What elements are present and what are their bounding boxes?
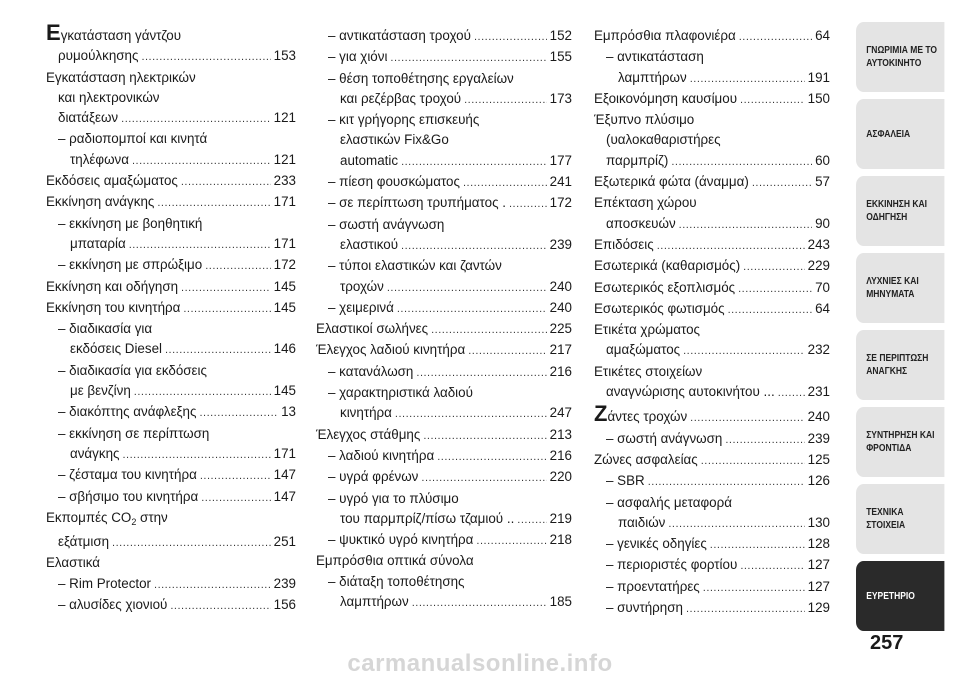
- dot-leader: [165, 340, 271, 360]
- index-page-ref: 145: [273, 299, 296, 315]
- index-entry-text: – αντικατάσταση τροχού: [328, 28, 471, 43]
- index-entry: [594, 256, 830, 277]
- index-subentry: [594, 598, 830, 619]
- section-tab[interactable]: ΣΕ ΠΕΡΙΠΤΩΣΗ ΑΝΑΓΚΗΣ: [856, 330, 944, 400]
- dot-leader: [401, 236, 547, 256]
- index-entry-text: ελαστικών Fix&Go: [340, 132, 449, 148]
- dot-leader: [739, 27, 812, 47]
- index-entry-text: Επιδόσεις: [594, 236, 654, 252]
- index-page-ref: 171: [273, 194, 296, 210]
- dot-leader: [743, 257, 804, 277]
- index-entry: [594, 362, 830, 404]
- index-entry-text: παιδιών: [618, 514, 666, 530]
- index-page-ref: 231: [807, 384, 830, 400]
- dot-leader: [134, 382, 271, 402]
- section-tab[interactable]: ΛΥΧΝΙΕΣ ΚΑΙ ΜΗΝΥΜΑΤΑ: [856, 253, 944, 323]
- dot-leader: [397, 299, 547, 319]
- dot-leader: [183, 299, 270, 319]
- index-entry-text: Ελαστικά: [46, 555, 100, 571]
- index-subentry: [594, 577, 830, 598]
- index-page-ref: 251: [273, 534, 296, 550]
- index-page-ref: 247: [549, 405, 572, 421]
- index-entry-text: – διαδικασία για εκδόσεις: [58, 362, 207, 378]
- index-entry-text: Εγκατάσταση γάντζου: [46, 20, 182, 45]
- index-entry-text: Εγκατάσταση ηλεκτρικών: [46, 69, 196, 85]
- index-entry-text: – αλυσίδες χιονιού: [58, 597, 168, 613]
- index-entry-text: Εκπομπές $CO_2$ στην: [46, 509, 168, 527]
- dot-leader: [668, 514, 804, 534]
- dot-leader: [129, 235, 271, 255]
- index-subentry: [46, 319, 296, 361]
- index-entry-text: παρμπρίζ): [606, 152, 669, 168]
- dot-leader: [468, 341, 546, 361]
- index-subentry: [316, 69, 572, 111]
- dot-leader: [390, 48, 546, 68]
- dot-leader: [474, 27, 547, 47]
- index-entry-text: Εξωτερικά φώτα (άναμμα): [594, 174, 749, 190]
- drop-cap-letter: Ζ: [594, 401, 608, 427]
- index-entry-text: – σβήσιμο του κινητήρα: [58, 488, 199, 504]
- index-page-ref: 172: [549, 195, 572, 211]
- dot-leader: [778, 383, 805, 403]
- dot-leader: [690, 408, 805, 428]
- index-subentry: [316, 298, 572, 319]
- index-entry-text: του παρμπρίζ/πίσω τζαμιού ..: [340, 510, 515, 526]
- dot-leader: [464, 90, 547, 110]
- index-page-ref: 155: [549, 49, 572, 65]
- index-page-ref: 153: [273, 48, 296, 64]
- section-tab[interactable]: ΑΣΦΑΛΕΙΑ: [856, 99, 944, 169]
- index-entry: [46, 192, 296, 213]
- index-page-ref: 213: [549, 426, 572, 442]
- dot-leader: [509, 194, 547, 214]
- section-tab[interactable]: ΓΝΩΡΙΜΙΑ ΜΕ ΤΟ ΑΥΤΟΚΙΝΗΤΟ: [856, 22, 944, 92]
- index-entry-text: – ραδιοπομποί και κινητά: [58, 131, 208, 147]
- dot-leader: [671, 152, 812, 172]
- index-entry: [46, 508, 296, 554]
- index-page-ref: 191: [807, 69, 830, 85]
- index-subentry: [46, 214, 296, 256]
- index-entry-text: Εσωτερικός φωτισμός: [594, 300, 725, 316]
- index-subentry: [316, 47, 572, 68]
- watermark: carmanualsonline.info: [347, 650, 613, 677]
- dot-leader: [728, 300, 813, 320]
- index-entry-text: Έλεγχος λαδιού κινητήρα: [316, 342, 466, 358]
- index-page-ref: 127: [807, 578, 830, 594]
- index-subentry: [46, 402, 296, 423]
- dot-leader: [683, 341, 805, 361]
- index-entry-text: – λαδιού κινητήρα: [328, 447, 435, 463]
- index-subentry: [46, 595, 296, 616]
- index-entry-text: – θέση τοποθέτησης εργαλείων: [328, 70, 514, 86]
- dot-leader: [132, 151, 271, 171]
- index-page-ref: 229: [807, 258, 830, 274]
- index-subentry: [594, 47, 830, 89]
- dot-leader: [423, 426, 546, 446]
- index-entry-text: – σωστή ανάγνωση: [606, 430, 723, 446]
- index-subentry: [594, 534, 830, 555]
- dot-leader: [141, 47, 270, 67]
- index-entry-text: – για χιόνι: [328, 49, 388, 65]
- index-entry: [594, 450, 830, 471]
- index-page-ref: 70: [815, 279, 830, 295]
- index-page-ref: 225: [549, 321, 572, 337]
- index-entry: [46, 553, 296, 573]
- section-tabs: [856, 22, 960, 638]
- index-page-ref: 127: [807, 557, 830, 573]
- index-entry-text: τηλέφωνα: [70, 151, 129, 167]
- index-page-ref: 233: [273, 173, 296, 189]
- dot-leader: [121, 109, 271, 129]
- index-page-ref: 121: [273, 110, 296, 126]
- section-tab[interactable]: ΤΕΧΝΙΚΑ ΣΤΟΙΧΕΙΑ: [856, 484, 944, 554]
- dot-leader: [395, 404, 547, 424]
- index-entry-text: – διαδικασία για: [58, 321, 153, 337]
- index-page-ref: 121: [273, 151, 296, 167]
- index-page-ref: 90: [815, 215, 830, 231]
- index-entry-text: με βενζίνη: [70, 383, 131, 399]
- index-subentry: [316, 256, 572, 298]
- dot-leader: [122, 445, 270, 465]
- index-entry-text: λαμπτήρων: [618, 69, 687, 85]
- index-entry-text: – σε περίπτωση τρυπήματος .: [328, 195, 506, 211]
- dot-leader: [170, 596, 270, 616]
- index-page-ref: 125: [807, 451, 830, 467]
- index-page-ref: 147: [273, 488, 296, 504]
- dot-leader: [431, 320, 547, 340]
- index-entry-text: εξάτμιση: [58, 534, 110, 550]
- index-entry-text: Εμπρόσθια πλαφονιέρα: [594, 28, 736, 43]
- index-page-ref: 216: [549, 363, 572, 379]
- index-entry: [594, 26, 830, 47]
- index-entry-text: – εκκίνηση σε περίπτωση: [58, 425, 210, 441]
- index-entry: [46, 298, 296, 319]
- dot-leader: [200, 466, 271, 486]
- index-entry-text: τροχών: [340, 278, 384, 294]
- index-page-ref: 146: [273, 341, 296, 357]
- dot-leader: [738, 279, 812, 299]
- index-subentry: [316, 489, 572, 531]
- index-page-ref: 241: [549, 174, 572, 190]
- dot-leader: [517, 510, 546, 530]
- dot-leader: [740, 556, 804, 576]
- dot-leader: [679, 215, 812, 235]
- index-entry-text: – κατανάλωση: [328, 363, 414, 379]
- index-subentry: [46, 129, 296, 171]
- index-entry-text: – ασφαλής μεταφορά: [606, 494, 732, 510]
- dot-leader: [421, 468, 546, 488]
- index-entry-text: κινητήρα: [340, 405, 392, 421]
- index-entry-text: Εκκίνηση και οδήγηση: [46, 278, 179, 294]
- index-entry-text: (υαλοκαθαριστήρες: [606, 132, 721, 148]
- dot-leader: [199, 403, 278, 423]
- index-entry-text: – διάταξη τοποθέτησης: [328, 573, 465, 589]
- index-entry-text: Εσωτερικά (καθαρισμός): [594, 258, 741, 274]
- index-entry-text: – γενικές οδηγίες: [606, 536, 707, 552]
- index-entry-text: εκδόσεις Diesel: [70, 341, 162, 357]
- index-page-ref: 177: [549, 152, 572, 168]
- index-entry-text: Ζώνες ασφαλείας: [594, 451, 698, 467]
- index-subentry: [46, 465, 296, 486]
- index-subentry: [316, 467, 572, 488]
- index-entry-text: – υγρό για το πλύσιμο: [328, 490, 459, 506]
- index-page-ref: 64: [815, 300, 830, 316]
- index-entry: [594, 299, 830, 320]
- dot-leader: [725, 430, 804, 450]
- section-tab[interactable]: ΕΚΚΙΝΗΣΗ ΚΑΙ ΟΔΗΓΗΣΗ: [856, 176, 944, 246]
- index-entry-text: – προεντατήρες: [606, 578, 700, 594]
- dot-leader: [740, 90, 805, 110]
- index-page-ref: 239: [807, 430, 830, 446]
- index-entry-text: ανάγκης: [70, 445, 120, 461]
- dot-leader: [112, 533, 271, 553]
- index-page-ref: 239: [549, 236, 572, 252]
- index-entry-text: – κιτ γρήγορης επισκευής: [328, 112, 480, 128]
- index-subentry: [316, 110, 572, 172]
- index-entry-text: Ετικέτα χρώματος: [594, 322, 700, 338]
- dot-leader: [181, 278, 271, 298]
- index-subentry: [316, 193, 572, 214]
- index-entry-text: – συντήρηση: [606, 600, 683, 616]
- dot-leader: [181, 172, 271, 192]
- index-page-ref: 171: [273, 235, 296, 251]
- index-subentry: [316, 446, 572, 467]
- index-entry-text: και ρεζέρβας τροχού: [340, 90, 462, 106]
- index-page-ref: 126: [807, 473, 830, 489]
- index-entry: [594, 89, 830, 110]
- index-subentry: [46, 255, 296, 276]
- index-page-ref: 129: [807, 600, 830, 616]
- index-page-ref: 173: [549, 90, 572, 106]
- index-subentry: [316, 572, 572, 614]
- index-column-2: [316, 26, 572, 613]
- dot-leader: [205, 256, 270, 276]
- index-subentry: [46, 574, 296, 595]
- index-entry-text: – τύποι ελαστικών και ζαντών: [328, 258, 502, 274]
- dot-leader: [710, 535, 805, 555]
- index-entry-text: Ελαστικοί σωλήνες: [316, 321, 429, 337]
- index-entry-text: Ετικέτες στοιχείων: [594, 363, 703, 379]
- index-entry: [594, 193, 830, 235]
- page-number: 257: [870, 632, 904, 654]
- index-entry: [46, 171, 296, 192]
- dot-leader: [657, 236, 805, 256]
- dot-leader: [752, 173, 812, 193]
- index-page-ref: 239: [273, 575, 296, 591]
- index-page-ref: 57: [815, 174, 830, 190]
- dot-leader: [401, 152, 547, 172]
- index-subentry: [46, 487, 296, 508]
- index-entry-text: ρυμούλκησης: [58, 48, 139, 64]
- index-entry-text: Εκδόσεις αμαξώματος: [46, 173, 178, 189]
- index-entry-text: Εσωτερικός εξοπλισμός: [594, 279, 736, 295]
- dot-leader: [416, 363, 546, 383]
- index-entry: [46, 277, 296, 298]
- index-entry: [594, 172, 830, 193]
- dot-leader: [690, 69, 805, 89]
- index-page-ref: 171: [273, 445, 296, 461]
- index-subentry: [594, 429, 830, 450]
- index-entry: [594, 320, 830, 362]
- index-entry-text: – πίεση φουσκώματος: [328, 174, 460, 190]
- index-subentry: [316, 172, 572, 193]
- index-entry-text: – χαρακτηριστικά λαδιού: [328, 385, 473, 401]
- dot-leader: [703, 578, 805, 598]
- index-subentry: [316, 26, 572, 47]
- index-page-ref: 60: [815, 152, 830, 168]
- index-entry-text: αμαξώματος: [606, 342, 681, 358]
- index-entry-text: αποσκευών: [606, 215, 676, 231]
- dot-leader: [701, 451, 805, 471]
- index-page-ref: 232: [807, 342, 830, 358]
- index-entry-text: – υγρά φρένων: [328, 469, 419, 485]
- index-page-ref: 240: [549, 299, 572, 315]
- dot-leader: [157, 193, 270, 213]
- index-page-ref: 243: [807, 236, 830, 252]
- dot-leader: [387, 278, 547, 298]
- index-page-ref: 240: [549, 278, 572, 294]
- dot-leader: [412, 593, 547, 613]
- index-page-ref: 64: [815, 28, 830, 43]
- index-subentry: [46, 361, 296, 403]
- index-subentry: [316, 530, 572, 551]
- index-entry-text: – εκκίνηση με βοηθητική: [58, 215, 203, 231]
- index-subentry: [316, 383, 572, 425]
- index-entry: [46, 20, 296, 68]
- index-subentry: [46, 424, 296, 466]
- index-page-ref: 156: [273, 597, 296, 613]
- dot-leader: [201, 488, 270, 508]
- index-page-ref: 152: [549, 28, 572, 43]
- index-entry-text: – SBR: [606, 473, 645, 489]
- index-page-ref: 130: [807, 514, 830, 530]
- index-page-ref: 147: [273, 467, 296, 483]
- section-tab[interactable]: ΕΥΡΕΤΗΡΙΟ: [856, 561, 944, 631]
- index-entry: [594, 110, 830, 172]
- index-page-ref: 13: [281, 404, 296, 420]
- dot-leader: [686, 599, 805, 619]
- index-entry-text: Εξοικονόμηση καυσίμου: [594, 90, 738, 106]
- index-entry: [316, 319, 572, 340]
- index-entry: [594, 235, 830, 256]
- index-entry: [316, 551, 572, 571]
- drop-cap-letter: Ε: [46, 20, 61, 45]
- dot-leader: [648, 472, 805, 492]
- index-entry-text: – αντικατάσταση: [606, 49, 704, 65]
- index-page-ref: 145: [273, 383, 296, 399]
- index-page-ref: 217: [549, 342, 572, 358]
- index-page-ref: 240: [807, 409, 830, 425]
- index-subentry: [594, 471, 830, 492]
- index-entry-text: – ψυκτικό υγρό κινητήρα: [328, 532, 474, 548]
- index-entry-text: – διακόπτης ανάφλεξης: [58, 404, 197, 420]
- index-entry-text: – χειμερινά: [328, 299, 394, 315]
- index-page-ref: 216: [549, 447, 572, 463]
- dot-leader: [437, 447, 546, 467]
- index-entry: [46, 68, 296, 130]
- index-entry-text: αναγνώρισης αυτοκινήτου ...: [606, 384, 775, 400]
- dot-leader: [463, 173, 547, 193]
- index-subentry: [316, 215, 572, 257]
- index-page-ref: 128: [807, 536, 830, 552]
- dot-leader: [476, 531, 546, 551]
- index-entry-text: ελαστικού: [340, 236, 399, 252]
- index-entry-text: Ζάντες τροχών: [594, 401, 688, 427]
- index-page-ref: 219: [549, 510, 572, 526]
- index-entry-text: διατάξεων: [58, 110, 119, 126]
- index-page-ref: 150: [807, 90, 830, 106]
- index-entry-text: Έλεγχος στάθμης: [316, 426, 421, 442]
- index-entry-text: και ηλεκτρονικών: [58, 89, 160, 105]
- index-entry-text: Εμπρόσθια οπτικά σύνολα: [316, 553, 474, 569]
- index-entry: [316, 340, 572, 361]
- index-entry-text: – εκκίνηση με σπρώξιμο: [58, 257, 203, 273]
- index-entry-text: – περιοριστές φορτίου: [606, 557, 738, 573]
- index-entry: [594, 401, 830, 428]
- dot-leader: [154, 575, 271, 595]
- index-subentry: [594, 555, 830, 576]
- index-entry-text: μπαταρία: [70, 235, 126, 251]
- index-page-ref: 185: [549, 594, 572, 610]
- index-page-ref: 218: [549, 532, 572, 548]
- index-column-3: [594, 26, 830, 619]
- index-entry: [316, 425, 572, 446]
- index-subentry: [594, 493, 830, 535]
- index-page-ref: 172: [273, 257, 296, 273]
- index-entry-text: automatic: [340, 152, 399, 168]
- index-entry-text: Έξυπνο πλύσιμο: [594, 112, 695, 128]
- index-entry-text: – ζέσταμα του κινητήρα: [58, 467, 197, 483]
- index-subentry: [316, 362, 572, 383]
- index-entry-text: – σωστή ανάγνωση: [328, 216, 445, 232]
- index-entry-text: λαμπτήρων: [340, 594, 409, 610]
- index-entry-text: Επέκταση χώρου: [594, 195, 697, 211]
- index-entry: [594, 278, 830, 299]
- index-page-ref: 145: [273, 278, 296, 294]
- index-entry-text: Εκκίνηση του κινητήρα: [46, 299, 181, 315]
- index-page-ref: 220: [549, 469, 572, 485]
- index-entry-text: – Rim Protector: [58, 575, 152, 591]
- section-tab[interactable]: ΣΥΝΤΗΡΗΣΗ ΚΑΙ ΦΡΟΝΤΙΔΑ: [856, 407, 944, 477]
- index-column-1: [46, 20, 296, 616]
- index-entry-text: Εκκίνηση ανάγκης: [46, 194, 155, 210]
